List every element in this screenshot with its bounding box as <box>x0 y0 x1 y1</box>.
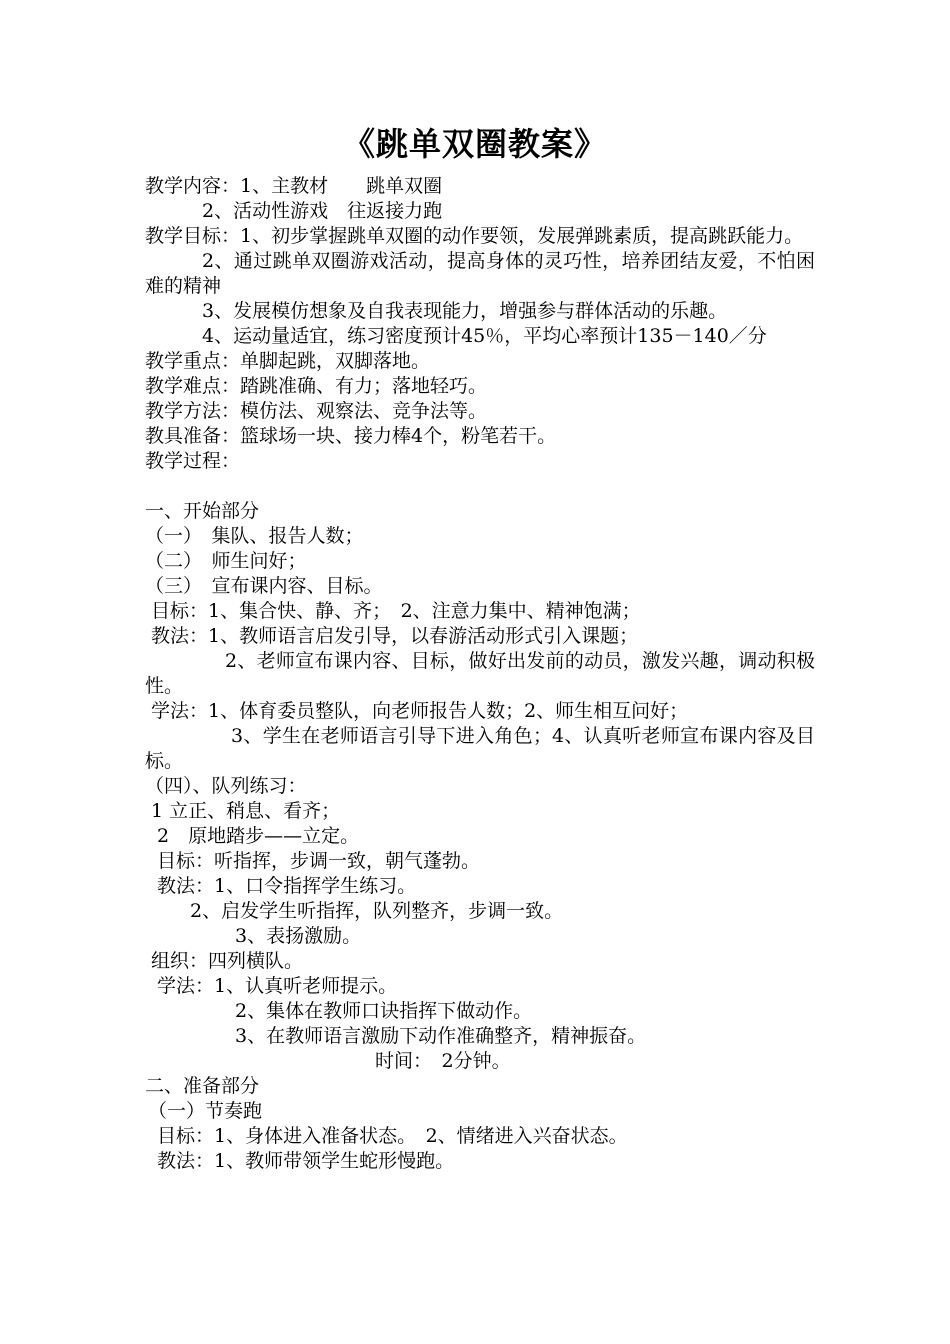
queue-method-2: 2、启发学生听指挥，队列整齐，步调一致。 <box>190 900 564 922</box>
document-body <box>145 174 815 1174</box>
teaching-content-item-2: 2、活动性游戏 往返接力跑 <box>202 200 443 222</box>
section-1-learning-2: 3、学生在老师语言引导下进入角色；4、认真听老师宣布课内容及目标。 <box>145 725 815 772</box>
teaching-goal-1: 教学目标：1、初步掌握跳单双圈的动作要领，发展弹跳素质，提高跳跃能力。 <box>145 225 804 247</box>
teaching-goal-3: 3、发展模仿想象及自我表现能力，增强参与群体活动的乐趣。 <box>202 300 728 322</box>
teaching-goal-2: 2、通过跳单双圈游戏活动，提高身体的灵巧性，培养团结友爱，不怕困难的精神 <box>145 250 815 297</box>
section-2-heading: 二、准备部分 <box>145 1075 260 1097</box>
section-1-item-1: （一） 集队、报告人数； <box>145 525 364 547</box>
teaching-goal-4: 4、运动量适宜，练习密度预计45％，平均心率预计135－140／分 <box>202 325 767 347</box>
rhythm-run-goal: 目标：1、身体进入准备状态。 2、情绪进入兴奋状态。 <box>157 1125 628 1147</box>
teaching-equipment: 教具准备：篮球场一块、接力棒4个，粉笔若干。 <box>145 425 557 447</box>
teaching-method: 教学方法：模仿法、观察法、竞争法等。 <box>145 400 488 422</box>
section-1-item-2: （二） 师生问好； <box>145 550 307 572</box>
queue-learning-1: 学法：1、认真听老师提示。 <box>157 975 398 997</box>
section-1-item-3: （三） 宣布课内容、目标。 <box>145 575 383 597</box>
document-title: 《跳单双圈教案》 <box>342 125 607 163</box>
queue-practice-item-2: 2 原地踏步——立定。 <box>157 825 360 847</box>
teaching-key-point: 教学重点：单脚起跳，双脚落地。 <box>145 350 431 372</box>
queue-practice-item-1: 1 立正、稍息、看齐； <box>151 800 341 822</box>
section-1-heading: 一、开始部分 <box>145 500 260 522</box>
blank-line <box>145 474 815 499</box>
queue-learning-2: 2、集体在教师口诀指挥下做动作。 <box>235 1000 533 1022</box>
queue-method-3: 3、表扬激励。 <box>235 925 362 947</box>
teaching-difficulty: 教学难点：踏跳准确、有力；落地轻巧。 <box>145 375 488 397</box>
queue-learning-3: 3、在教师语言激励下动作准确整齐，精神振奋。 <box>235 1025 647 1047</box>
rhythm-run-heading: （一）节奏跑 <box>148 1100 263 1122</box>
queue-goal: 目标：听指挥，步调一致，朝气蓬勃。 <box>157 850 481 872</box>
queue-time: 时间： 2分钟。 <box>375 1050 511 1072</box>
section-1-goal: 目标：1、集合快、静、齐； 2、注意力集中、精神饱满； <box>151 600 641 622</box>
section-1-learning-1: 学法：1、体育委员整队，向老师报告人数；2、师生相互问好； <box>151 700 689 722</box>
teaching-content-line: 教学内容：1、主教材 跳单双圈 <box>145 175 443 197</box>
section-1-method-2: 2、老师宣布课内容、目标，做好出发前的动员，激发兴趣，调动积极性。 <box>145 650 815 697</box>
queue-organization: 组织：四列横队。 <box>151 950 304 972</box>
teaching-process-heading: 教学过程： <box>145 450 241 472</box>
section-1-method-1: 教法：1、教师语言启发引导，以春游活动形式引入课题； <box>151 625 639 647</box>
queue-method-1: 教法：1、口令指挥学生练习。 <box>157 875 417 897</box>
rhythm-run-method: 教法：1、教师带领学生蛇形慢跑。 <box>157 1150 455 1172</box>
queue-practice-heading: （四）、队列练习： <box>145 775 307 797</box>
